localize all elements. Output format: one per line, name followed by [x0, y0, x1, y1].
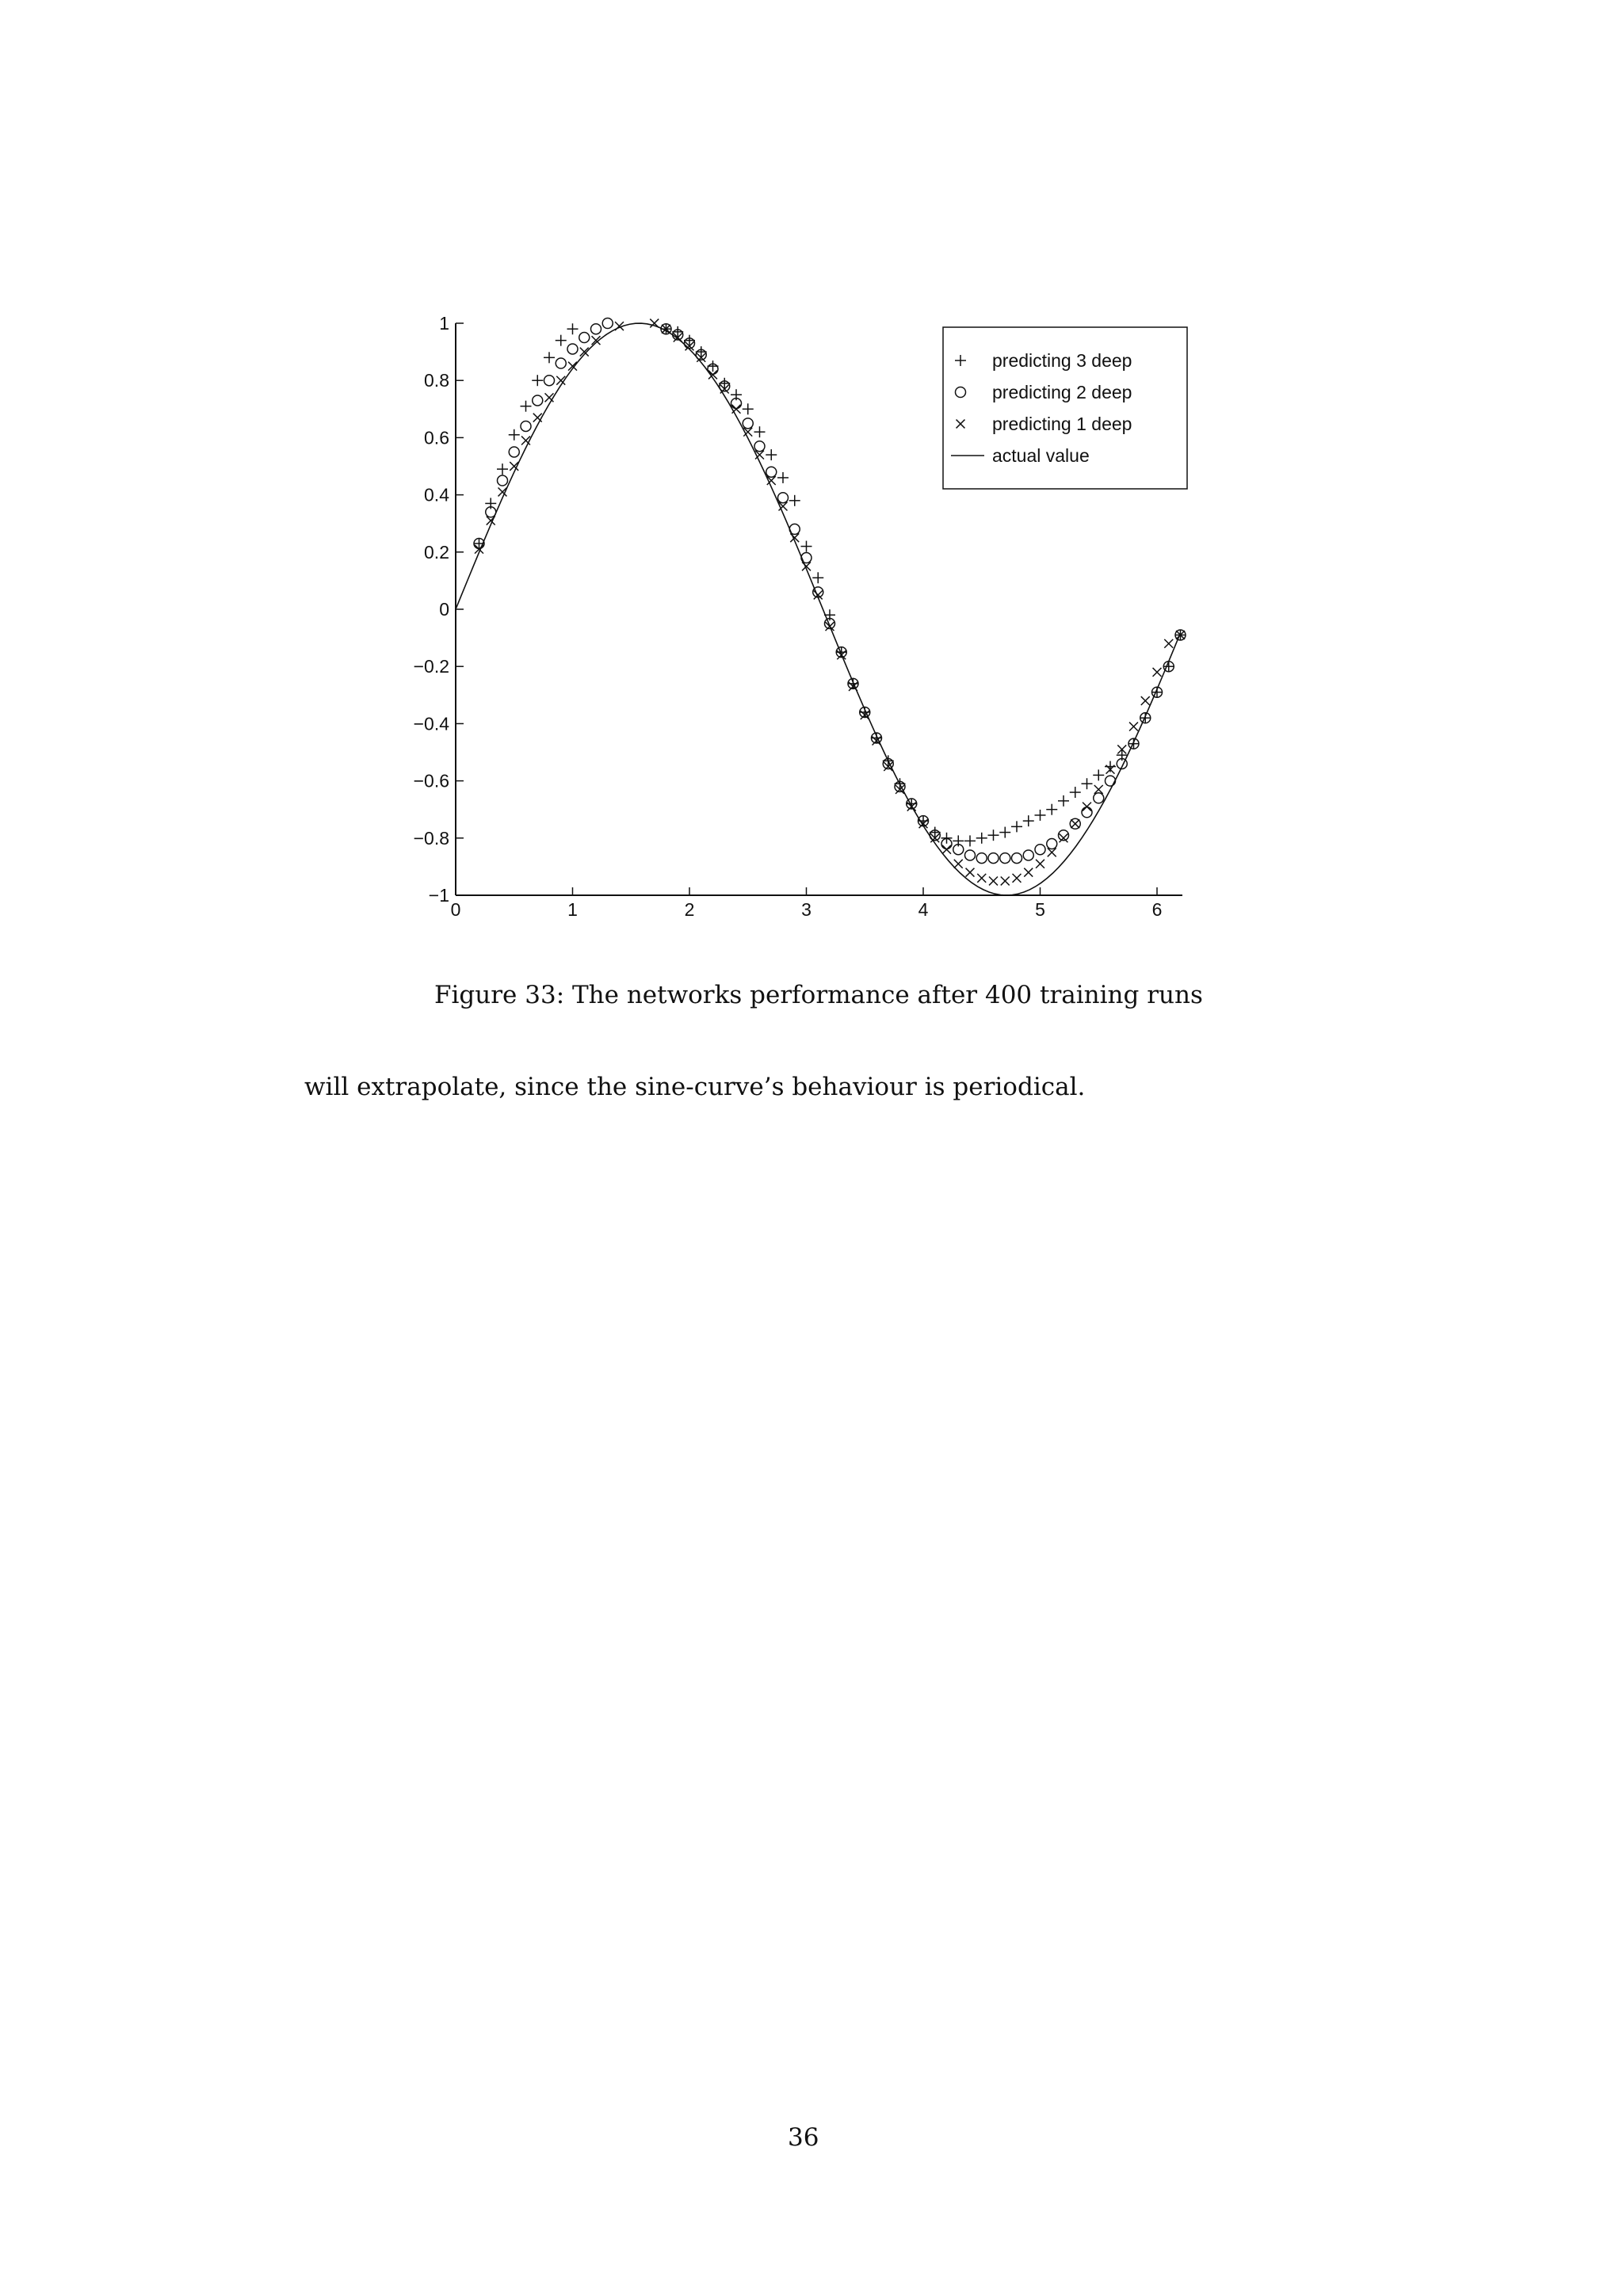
- data-point-cross: [1083, 803, 1091, 811]
- body-paragraph: will extrapolate, since the sine-curve’s behaviour is periodical.: [304, 1073, 1086, 1101]
- data-point-plus: [1035, 810, 1046, 821]
- page-number: 36: [788, 2123, 819, 2152]
- data-point-cross: [1060, 833, 1068, 842]
- legend-label: predicting 3 deep: [992, 350, 1132, 371]
- data-point-plus: [766, 449, 777, 460]
- data-point-circle: [1000, 853, 1010, 864]
- data-point-plus: [999, 827, 1010, 838]
- data-point-circle: [976, 853, 987, 864]
- data-point-plus: [556, 335, 567, 346]
- y-tick-label: −0.8: [413, 827, 449, 849]
- data-point-circle: [602, 318, 613, 329]
- x-tick-label: 2: [684, 899, 695, 920]
- data-point-cross: [1036, 860, 1044, 868]
- data-point-cross: [977, 874, 986, 883]
- data-point-plus: [509, 429, 520, 441]
- data-point-circle: [1047, 839, 1057, 849]
- data-point-circle: [965, 850, 976, 860]
- data-point-plus: [743, 403, 754, 414]
- data-point-cross: [1024, 868, 1033, 877]
- data-point-plus: [1011, 821, 1022, 832]
- data-point-circle: [567, 344, 578, 354]
- data-point-cross: [1071, 819, 1079, 828]
- data-point-circle: [591, 324, 601, 334]
- data-point-cross: [989, 876, 998, 885]
- data-point-circle: [1082, 807, 1092, 818]
- y-tick-label: 0: [439, 599, 449, 620]
- x-tick-label: 0: [450, 899, 461, 920]
- sine-prediction-chart: [0, 0, 1623, 951]
- x-tick-label: 1: [567, 899, 578, 920]
- data-point-plus: [1093, 769, 1104, 780]
- x-tick-label: 6: [1151, 899, 1163, 920]
- y-tick-label: 1: [439, 313, 449, 334]
- data-point-plus: [497, 463, 508, 475]
- legend-label: actual value: [992, 445, 1090, 466]
- data-point-circle: [1106, 776, 1116, 786]
- y-tick-label: −1: [428, 885, 449, 906]
- y-tick-label: −0.4: [413, 713, 449, 734]
- data-point-circle: [556, 358, 566, 368]
- data-point-circle: [579, 333, 590, 343]
- data-point-cross: [1129, 723, 1138, 731]
- y-tick-label: 0.6: [424, 427, 449, 448]
- data-point-cross: [1013, 874, 1022, 883]
- data-point-circle: [533, 395, 543, 406]
- data-point-circle: [521, 421, 531, 431]
- data-point-circle: [498, 475, 508, 486]
- data-point-plus: [1058, 795, 1069, 807]
- y-tick-label: −0.2: [413, 656, 449, 677]
- legend-label: predicting 1 deep: [992, 414, 1132, 434]
- data-point-plus: [976, 833, 987, 844]
- data-point-circle: [754, 441, 765, 452]
- data-point-plus: [988, 830, 999, 841]
- data-point-plus: [789, 495, 800, 506]
- data-point-circle: [1012, 853, 1022, 864]
- data-point-cross: [966, 868, 975, 877]
- data-point-plus: [777, 472, 789, 483]
- data-point-cross: [545, 393, 554, 402]
- data-point-plus: [1082, 778, 1093, 789]
- y-tick-label: −0.6: [413, 770, 449, 791]
- data-point-plus: [964, 835, 976, 846]
- data-point-plus: [521, 401, 532, 412]
- data-point-plus: [567, 323, 579, 334]
- x-tick-label: 4: [918, 899, 929, 920]
- data-point-circle: [743, 418, 753, 429]
- data-point-cross: [732, 405, 741, 414]
- data-point-plus: [1070, 787, 1081, 798]
- data-point-cross: [954, 860, 963, 868]
- data-point-cross: [1141, 696, 1150, 705]
- data-point-plus: [1105, 761, 1116, 772]
- data-point-cross: [1001, 876, 1010, 885]
- figure-caption: Figure 33: The networks performance after 400 training runs: [434, 981, 1203, 1009]
- data-point-circle: [766, 467, 777, 477]
- y-tick-label: 0.8: [424, 370, 449, 391]
- data-point-plus: [754, 426, 766, 437]
- data-point-plus: [801, 541, 812, 552]
- data-point-circle: [544, 376, 555, 386]
- data-point-plus: [1023, 815, 1034, 826]
- data-point-circle: [1035, 845, 1045, 855]
- data-point-plus: [812, 572, 823, 583]
- x-tick-label: 3: [801, 899, 812, 920]
- data-point-cross: [1164, 639, 1173, 648]
- data-point-circle: [1023, 850, 1033, 860]
- data-point-circle: [778, 493, 789, 503]
- data-point-cross: [1153, 668, 1162, 677]
- x-tick-label: 5: [1035, 899, 1045, 920]
- y-tick-label: 0.2: [424, 541, 449, 563]
- chart-legend: [943, 327, 1187, 489]
- data-point-cross: [942, 845, 951, 854]
- legend-label: predicting 2 deep: [992, 382, 1132, 402]
- data-point-plus: [532, 375, 543, 386]
- data-point-circle: [1094, 793, 1104, 803]
- data-point-circle: [988, 853, 999, 864]
- y-tick-label: 0.4: [424, 484, 449, 505]
- data-point-plus: [1046, 804, 1057, 815]
- data-point-circle: [509, 447, 519, 457]
- data-point-plus: [544, 352, 555, 363]
